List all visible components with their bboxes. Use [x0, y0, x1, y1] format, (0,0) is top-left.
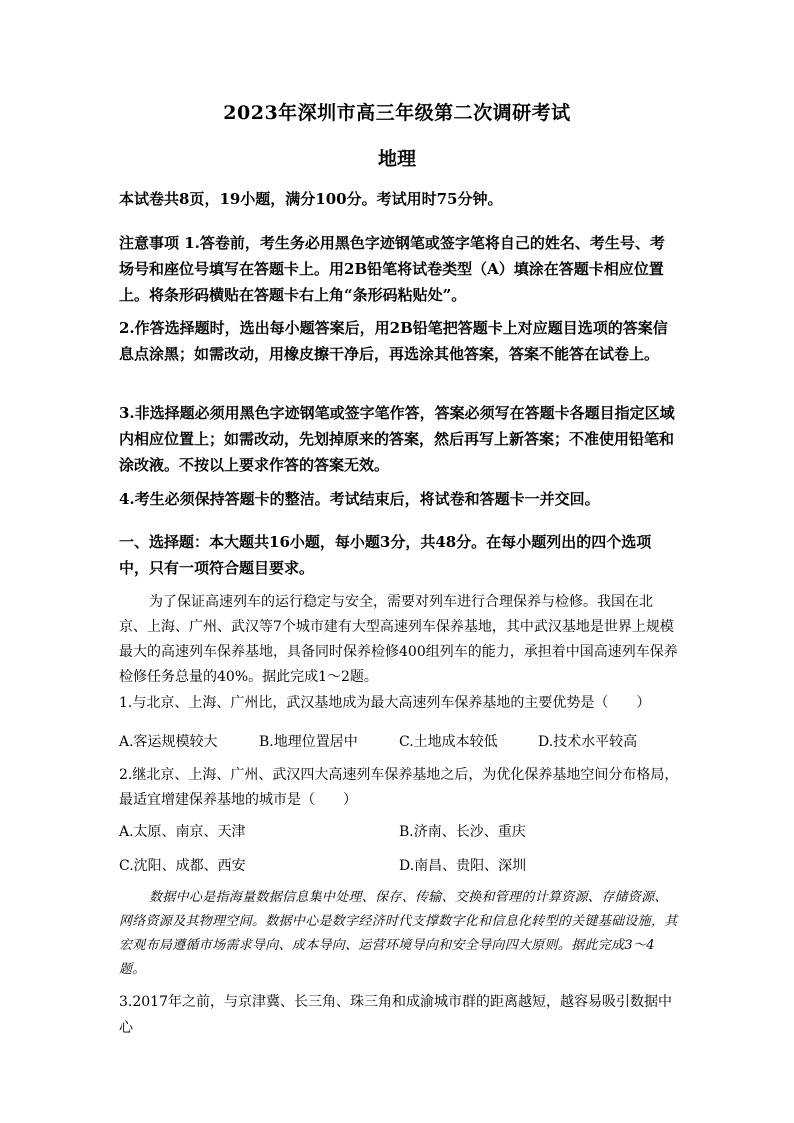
q1-option-a[interactable]: A.客运规模较大 — [119, 734, 218, 750]
q2-option-d[interactable]: D.南昌、贵阳、深圳 — [399, 858, 527, 874]
q2-option-b[interactable]: B.济南、长沙、重庆 — [399, 824, 526, 840]
q1-option-d[interactable]: D.技术水平较高 — [538, 734, 638, 750]
q1-option-c[interactable]: C.土地成本较低 — [399, 734, 498, 750]
instruction-note-2: 2.作答选择题时，选出每小题答案后，用2B铅笔把答题卡上对应题目选项的答案信息点涂黑；如需改动，用橡皮擦干净后，再选涂其他答案，答案不能答在试卷上。 — [119, 319, 668, 363]
q1-option-b[interactable]: B.地理位置居中 — [259, 734, 358, 750]
passage-1: 为了保证高速列车的运行稳定与安全，需要对列车进行合理保养与检修。我国在北京、上海、广州、武汉等7个城市建有大型高速列车保养基地，其中武汉基地是世界上规模最大的高速列车保养基地，具备同时保养检修400组列车的能力，承担着中国高速列车保养检修任务总量的40%。据此完成1～2题。 — [119, 594, 678, 685]
question-2-stem: 2.继北京、上海、广州、武汉四大高速列车保养基地之后，为优化保养基地空间分布格局，最适宜增建保养基地的城市是（ ） — [119, 767, 679, 808]
question-1-stem: 1.与北京、上海、广州比，武汉基地成为最大高速列车保养基地的主要优势是（ ） — [119, 695, 651, 711]
instruction-note-1: 注意事项 1.答卷前，考生务必用黑色字迹钢笔或签字笔将自己的姓名、考生号、考场号和座位号填写在答题卡上。用2B铅笔将试卷类型（A）填涂在答题卡相应位置上。将条形码横贴在答题卡右上角“条形码粘贴处”。 — [119, 234, 665, 304]
question-3-stem: 3.2017年之前，与京津冀、长三角、珠三角和成渝城市群的距离越短，越容易吸引数据中心 — [119, 994, 672, 1036]
exam-summary: 本试卷共8页，19小题，满分100分。考试用时75分钟。 — [119, 190, 503, 208]
section-heading: 一、选择题：本大题共16小题，每小题3分，共48分。在每小题列出的四个选项中，只有一项符合题目要求。 — [119, 533, 652, 577]
instruction-note-4: 4.考生必须保持答题卡的整洁。考试结束后，将试卷和答题卡一并交回。 — [119, 490, 600, 508]
subject-title: 地理 — [377, 148, 416, 170]
q2-option-a[interactable]: A.太原、南京、天津 — [119, 824, 246, 840]
instruction-note-3: 3.非选择题必须用黑色字迹钢笔或签字笔作答，答案必须写在答题卡各题目指定区域内相应位置上；如需改动，先划掉原来的答案，然后再写上新答案；不准使用铅笔和涂改液。不按以上要求作答的答案无效。 — [119, 404, 675, 474]
passage-2: 数据中心是指海量数据信息集中处理、保存、传输、交换和管理的计算资源、存储资源、网络资源及其物理空间。数据中心是数字经济时代支撑数字化和信息化转型的关键基础设施，其宏观布局遵循市场需求导向、成本导向、运营环境导向和安全导向四大原则。据此完成3～4题。 — [119, 890, 678, 977]
exam-title: 2023年深圳市高三年级第二次调研考试 — [223, 102, 571, 124]
q2-option-c[interactable]: C.沈阳、成都、西安 — [119, 858, 246, 874]
